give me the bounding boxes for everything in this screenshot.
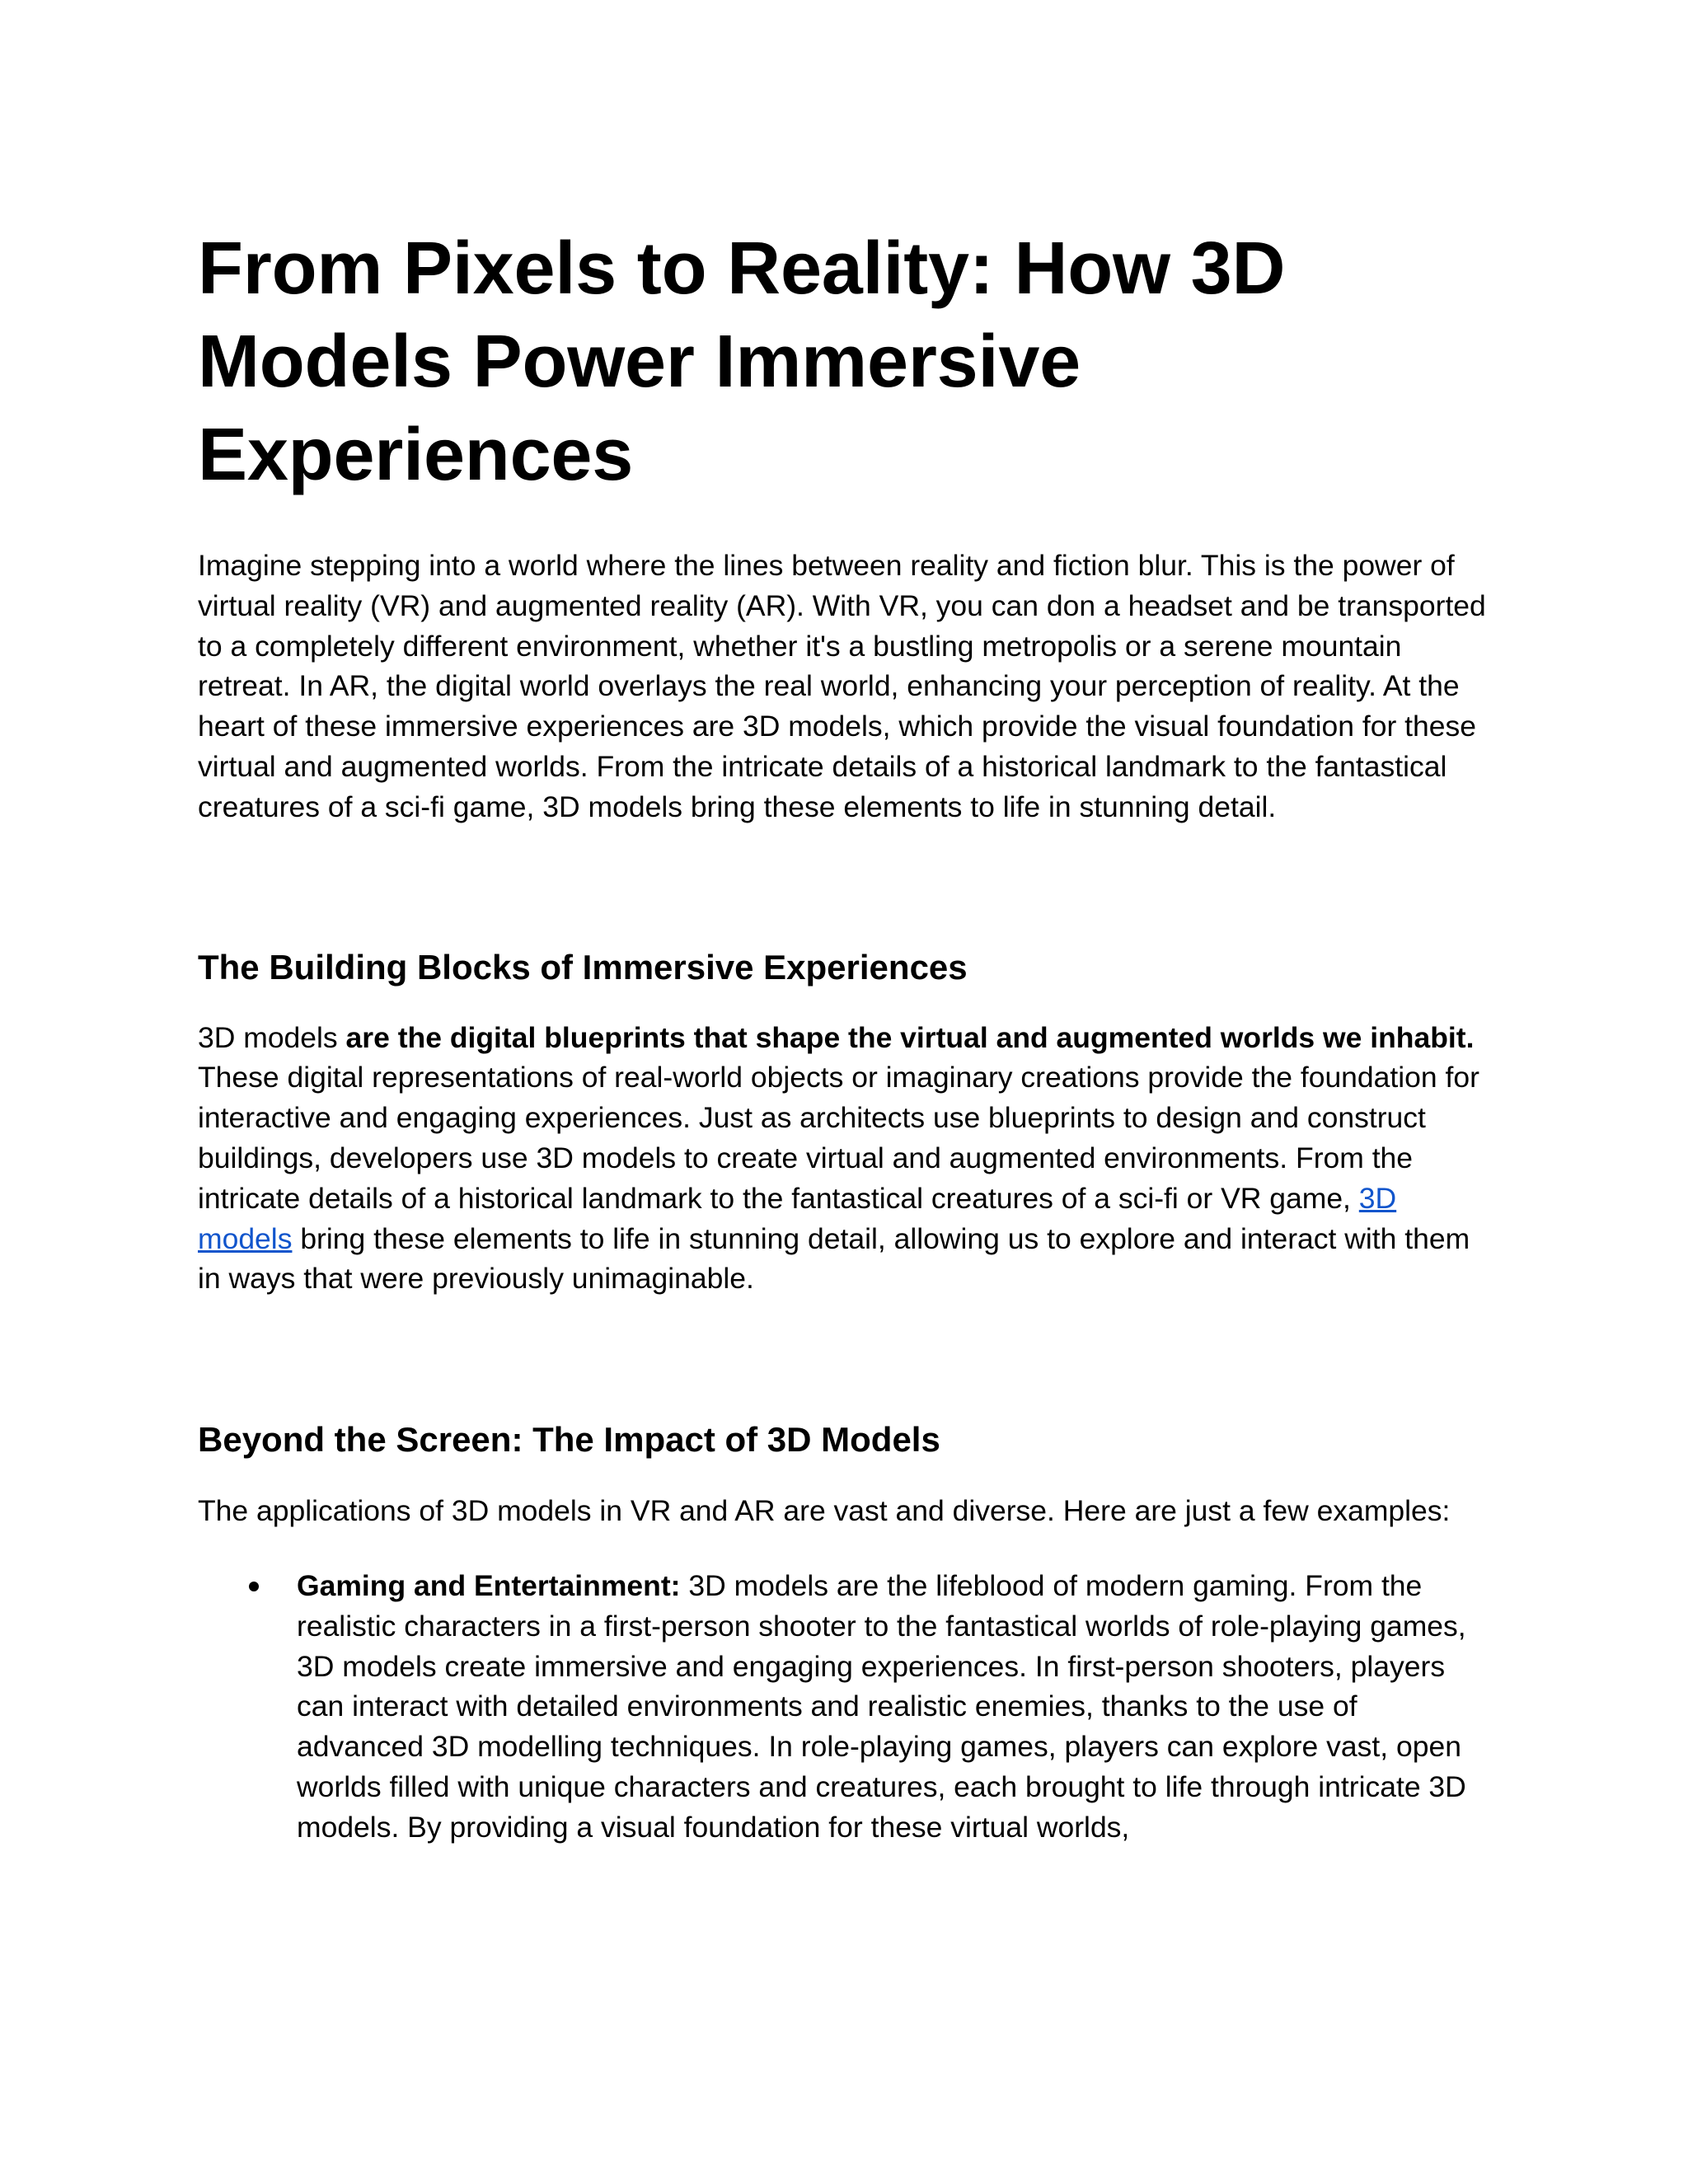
building-blocks-paragraph	[198, 1018, 1492, 1300]
list-item-text: 3D models are the lifeblood of modern gaming. From the realistic characters in a first-person shooter to the fantastical worlds of role-playing games, 3D models create immersive and engaging experiences. In first-person shooters, players can interact with detailed environments and realistic enemies, thanks to the use of advanced 3D modelling techniques. In role-playing games, players can explore vast, open worlds filled with unique characters and creatures, each brought to life through intricate 3D models. By providing a visual foundation for these virtual worlds,	[297, 1568, 1466, 1844]
list-item-label: Gaming and Entertainment:	[297, 1568, 681, 1602]
title-line-1: From Pixels to Reality: How 3D	[198, 227, 1286, 310]
section-heading-beyond-the-screen: Beyond the Screen: The Impact of 3D Models	[198, 1420, 940, 1460]
list-item	[198, 1566, 1492, 1848]
paragraph-text: These digital representations of real-world objects or imaginary creations provide the foundation for interactive and engaging experiences. Just as architects use blueprints to design and construct buildings, developers use 3D models to create virtual and augmented environments. From the intricate details of a historical landmark to the fantastical creatures of a sci-fi or VR game,	[198, 1061, 1479, 1215]
section-heading-building-blocks: The Building Blocks of Immersive Experiences	[198, 947, 968, 987]
title-line-2: Models Power Immersive	[198, 321, 1081, 403]
3d-models-link[interactable]: 3D models	[198, 1181, 1397, 1255]
applications-list	[198, 1566, 1492, 1848]
document-page	[198, 223, 1492, 1848]
title-line-3: Experiences	[198, 414, 634, 496]
paragraph-lead: 3D models	[198, 1020, 346, 1054]
bold-statement: are the digital blueprints that shape the virtual and augmented worlds we inhabit.	[345, 1020, 1475, 1054]
paragraph-text-end: bring these elements to life in stunning detail, allowing us to explore and interact with them in ways that were previously unimaginable.	[198, 1221, 1470, 1296]
intro-paragraph: Imagine stepping into a world where the lines between reality and fiction blur. This is the power of virtual reality (VR) and augmented reality (AR). With VR, you can don a headset and be transported to a completely different environment, whether it's a bustling metropolis or a serene mountain retreat. In AR, the digital world overlays the real world, enhancing your perception of reality. At the heart of these immersive experiences are 3D models, which provide the visual foundation for these virtual and augmented worlds. From the intricate details of a historical landmark to the fantastical creatures of a sci-fi game, 3D models bring these elements to life in stunning detail.	[198, 549, 1486, 823]
document-title	[198, 223, 1492, 502]
applications-intro-paragraph: The applications of 3D models in VR and AR are vast and diverse. Here are just a few examples:	[198, 1494, 1451, 1528]
bullet-icon	[249, 1582, 259, 1591]
